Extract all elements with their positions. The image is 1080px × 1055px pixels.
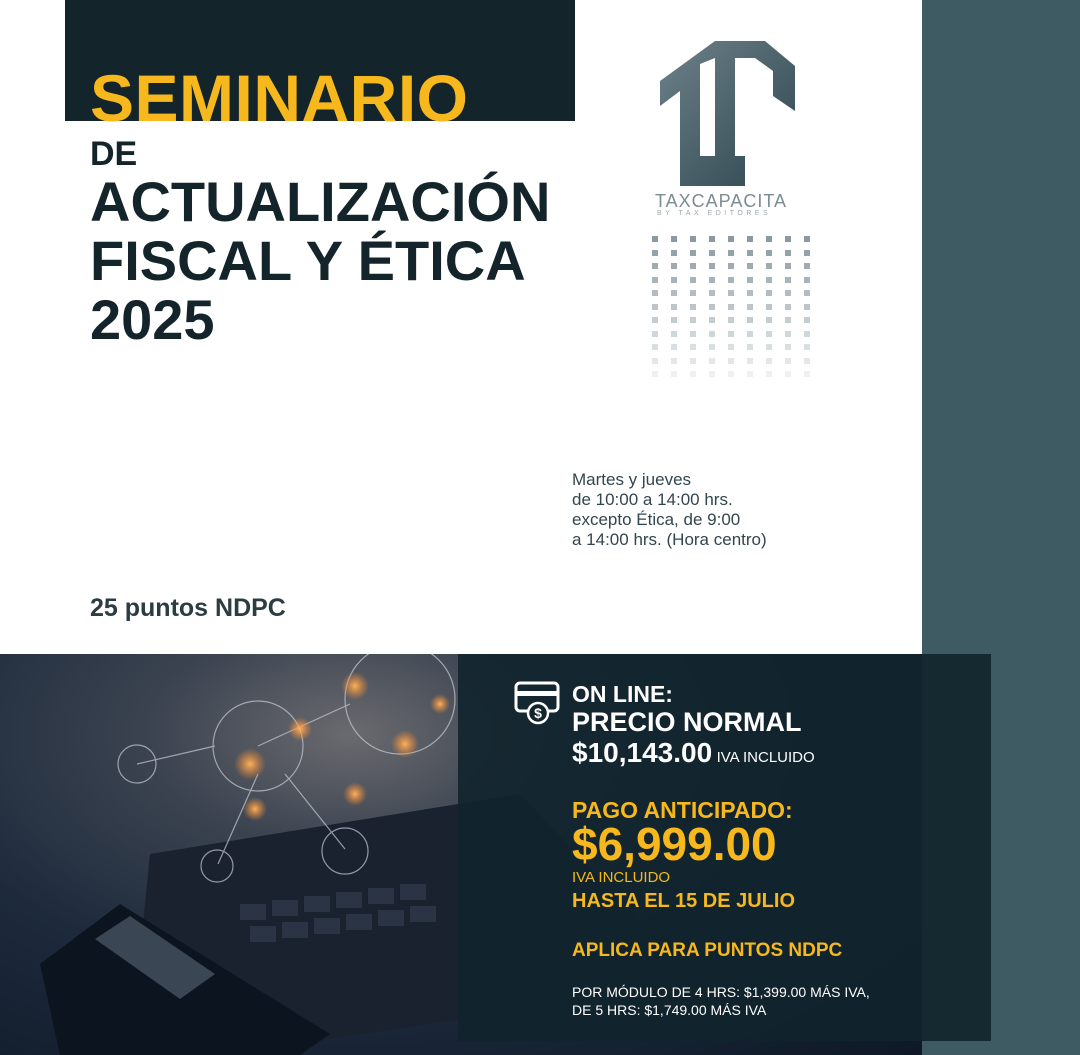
dot (709, 236, 715, 242)
dot (709, 290, 715, 296)
dot (709, 263, 715, 269)
dot (804, 331, 810, 337)
payment-card-icon (514, 681, 562, 730)
dot (671, 371, 677, 377)
dot (671, 263, 677, 269)
dot (747, 236, 753, 242)
schedule-line-4: a 14:00 hrs. (Hora centro) (572, 530, 767, 549)
normal-price-row (572, 737, 815, 769)
dot (652, 290, 658, 296)
svg-text:$: $ (534, 705, 542, 721)
dot (690, 344, 696, 350)
normal-price: $10,143.00 (572, 737, 713, 768)
dot (671, 344, 677, 350)
dot (709, 371, 715, 377)
dot (709, 358, 715, 364)
dot (766, 317, 772, 323)
dot (785, 317, 791, 323)
normal-price-label: PRECIO NORMAL (572, 707, 802, 737)
schedule-text (572, 470, 767, 550)
dot (785, 236, 791, 242)
dot (785, 263, 791, 269)
dot (728, 317, 734, 323)
taxcapacita-logo-icon (655, 36, 805, 196)
dot (690, 304, 696, 310)
dot (671, 317, 677, 323)
deadline-text: HASTA EL 15 DE JULIO (572, 890, 796, 912)
card-dollar-icon (514, 681, 562, 725)
dot (747, 304, 753, 310)
dot (804, 250, 810, 256)
dot (804, 290, 810, 296)
dot (804, 236, 810, 242)
dot (728, 290, 734, 296)
dot (652, 250, 658, 256)
module-price-line-2: DE 5 HRS: $1,749.00 MÁS IVA (572, 1002, 767, 1018)
dot (709, 277, 715, 283)
dot (728, 358, 734, 364)
dot (747, 290, 753, 296)
dot (652, 263, 658, 269)
dot (785, 358, 791, 364)
dot (785, 277, 791, 283)
dot (709, 250, 715, 256)
dot (766, 331, 772, 337)
dot (690, 277, 696, 283)
dot (690, 331, 696, 337)
dot (804, 304, 810, 310)
dot-pattern (652, 236, 808, 386)
applies-ndpc: APLICA PARA PUNTOS NDPC (572, 940, 843, 961)
dot (690, 358, 696, 364)
dot (804, 317, 810, 323)
dot (671, 331, 677, 337)
schedule-line-2: de 10:00 a 14:00 hrs. (572, 490, 733, 509)
dot (747, 344, 753, 350)
dot (766, 358, 772, 364)
schedule-line-1: Martes y jueves (572, 470, 692, 489)
dot (804, 277, 810, 283)
dot (709, 331, 715, 337)
dot (709, 317, 715, 323)
dot (766, 250, 772, 256)
dot (728, 304, 734, 310)
dot (766, 236, 772, 242)
dot (766, 263, 772, 269)
dot (747, 263, 753, 269)
dot (652, 317, 658, 323)
early-price: $6,999.00 (572, 818, 777, 870)
early-price-iva: IVA INCLUIDO (572, 869, 671, 886)
dot (785, 304, 791, 310)
dot (785, 371, 791, 377)
dot (728, 371, 734, 377)
dot (747, 317, 753, 323)
dot (690, 263, 696, 269)
dot (804, 358, 810, 364)
dot (690, 250, 696, 256)
dot (747, 331, 753, 337)
de-heading: DE (90, 135, 138, 173)
dot (766, 290, 772, 296)
dot (785, 344, 791, 350)
dot (671, 250, 677, 256)
dot (671, 290, 677, 296)
dot (728, 236, 734, 242)
dot (804, 263, 810, 269)
module-price-line-1: POR MÓDULO DE 4 HRS: $1,399.00 MÁS IVA, (572, 984, 870, 1000)
dot (652, 277, 658, 283)
early-payment-label: PAGO ANTICIPADO: (572, 797, 793, 823)
dot (709, 344, 715, 350)
dot (671, 236, 677, 242)
dot (747, 371, 753, 377)
dot (709, 304, 715, 310)
logo (655, 36, 805, 216)
dot (728, 277, 734, 283)
schedule-line-3: excepto Ética, de 9:00 (572, 510, 741, 529)
dot (804, 371, 810, 377)
normal-price-iva: IVA INCLUIDO (716, 749, 815, 766)
logo-brand-text: TAXCAPACITA (655, 191, 788, 211)
dot (690, 290, 696, 296)
dot (652, 304, 658, 310)
title-line-2: FISCAL Y ÉTICA (90, 229, 526, 292)
online-label: ON LINE: (572, 681, 673, 707)
dot (671, 277, 677, 283)
dot (804, 344, 810, 350)
dot (690, 317, 696, 323)
dot (728, 263, 734, 269)
dot (728, 331, 734, 337)
dot (785, 290, 791, 296)
module-pricing (572, 983, 870, 1019)
title-year: 2025 (90, 288, 215, 351)
dot (766, 304, 772, 310)
dot (766, 371, 772, 377)
ndpc-points: 25 puntos NDPC (90, 594, 286, 622)
dot (766, 344, 772, 350)
dot (747, 277, 753, 283)
dot (652, 236, 658, 242)
dot (690, 371, 696, 377)
dot (747, 358, 753, 364)
dot (652, 331, 658, 337)
seminario-heading: SEMINARIO (90, 61, 469, 135)
dot (766, 277, 772, 283)
dot (690, 236, 696, 242)
dot (785, 331, 791, 337)
dot (671, 304, 677, 310)
logo-sub-text: BY TAX EDITORES (657, 210, 772, 217)
dot (785, 250, 791, 256)
dot (747, 250, 753, 256)
dot (652, 358, 658, 364)
dot (652, 344, 658, 350)
dot (671, 358, 677, 364)
dot (728, 250, 734, 256)
dot (652, 371, 658, 377)
dot (728, 344, 734, 350)
title-line-1: ACTUALIZACIÓN (90, 170, 551, 233)
